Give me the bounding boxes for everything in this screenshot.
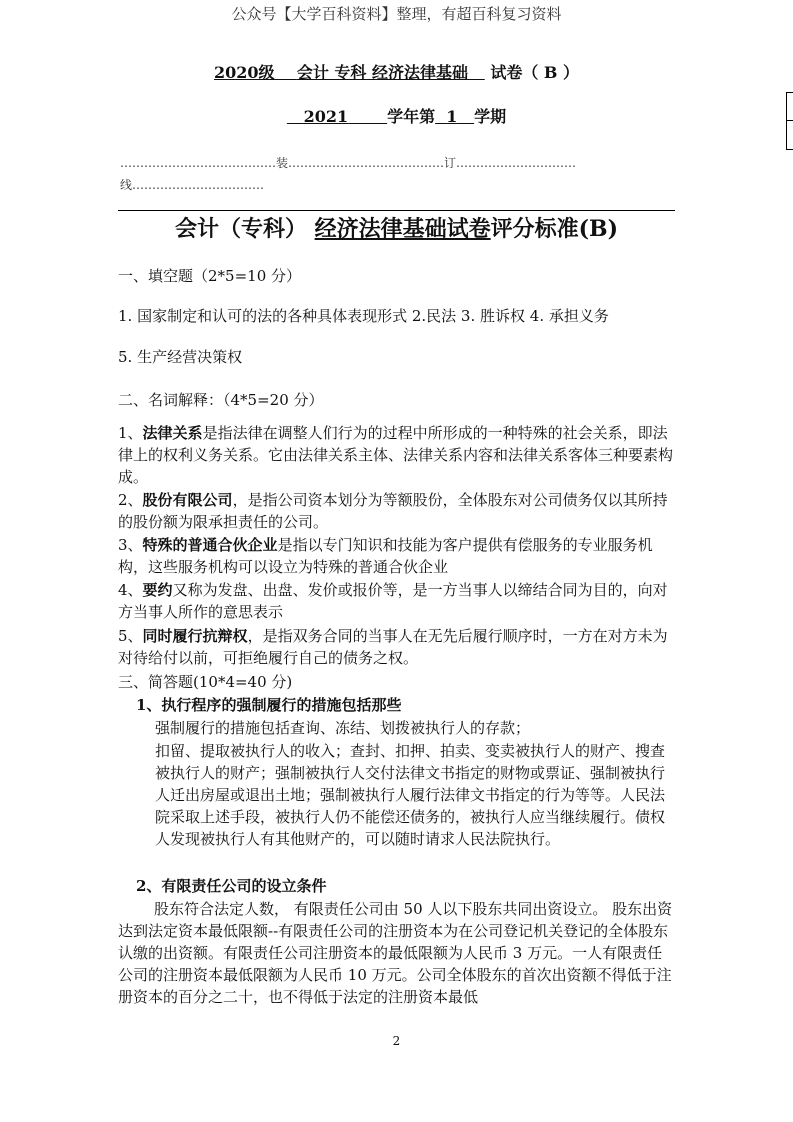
semester-text1: 学年第 <box>387 107 436 126</box>
side-margin-box <box>786 92 793 150</box>
exam-major: 会计 专科 <box>296 63 367 82</box>
section2-item-5: 5、同时履行抗辩权，是指双务合同的当事人在无先后履行顺序时，一方在对方未为对待给付以前，可拒绝履行自己的债务之权。 <box>118 627 668 667</box>
question2-answer: 股东符合法定人数， 有限责任公司由 50 人以下股东共同出资设立。 股东出资达到法定资本最低限额--有限责任公司的注册资本为在公司登记机关登记的全体股东认缴的出资额。有限责任公司注册资本的最低限额为人民币 3 万元。一人有限责任公司的注册资本最低限额为人民币 10 万元。公司全体股东的首次出资额不得低于注册资本的百分之二十，也不得低于法定的注册资本最低 <box>118 900 673 1006</box>
question2-title: 2、有限责任公司的设立条件 <box>136 877 327 895</box>
section2-heading: 二、名词解释：（4*5=20 分） <box>118 391 324 409</box>
section3-heading: 三、简答题(10*4=40 分) <box>118 673 293 691</box>
section2-item-1: 1、法律关系是指法律在调整人们行为的过程中所形成的一种特殊的社会关系，即法律上的权利义务关系。它由法律关系主体、法律关系内容和法律关系客体三种要素构成。 <box>118 424 674 486</box>
semester-year: 2021 <box>303 107 349 126</box>
main-title <box>0 212 793 243</box>
section1-answer-line2: 5. 生产经营决策权 <box>118 348 243 366</box>
exam-course: 经济法律基础 <box>372 63 469 82</box>
exam-title <box>0 60 793 83</box>
divider-rule <box>118 210 675 211</box>
question1-title: 1、执行程序的强制履行的措施包括那些 <box>136 696 402 714</box>
exam-title-year-level <box>214 63 485 82</box>
section2-item-2: 2、股份有限公司，是指公司资本划分为等额股份，全体股东对公司债务仅以其所持的股份额为限承担责任的公司。 <box>118 491 668 531</box>
term-legal-relation: 法律关系 <box>142 424 203 442</box>
section1-answer-line1: 1. 国家制定和认可的法的各种具体表现形式 2.民法 3. 胜诉权 4. 承担义务 <box>118 307 609 325</box>
main-title-course: 经济法律基础试卷 <box>314 216 491 242</box>
semester-line <box>0 104 793 127</box>
exam-level-suffix: 级 <box>258 63 275 82</box>
term-offer: 要约 <box>142 581 173 599</box>
question1-line1: 强制履行的措施包括查询、冻结、划拨被执行人的存款； <box>155 719 531 737</box>
main-title-part1: 会计（专科） <box>174 216 307 242</box>
section1-heading: 一、填空题（2*5=10 分） <box>118 267 302 285</box>
question1-answer: 扣留、提取被执行人的收入；查封、扣押、拍卖、变卖被执行人的财产、搜查被执行人的财产；强制被执行人交付法律文书指定的财物或票证、强制被执行人迁出房屋或退出土地；强制被执行人履行法律文书指定的行为等等。人民法院采取上述手段，被执行人仍不能偿还债务的，被执行人应当继续履行。债权人发现被执行人有其他财产的，可以随时请求人民法院执行。 <box>155 742 666 848</box>
semester-num: 1 <box>446 107 458 126</box>
binding-line-2: 线…………………………… <box>120 178 265 192</box>
page-number: 2 <box>392 1034 401 1048</box>
exam-paper: 试卷（ B ） <box>490 63 579 82</box>
term-special-partnership: 特殊的普通合伙企业 <box>142 536 278 554</box>
section2-item-4: 4、要约又称为发盘、出盘、发价或报价等，是一方当事人以缔结合同为目的，向对方当事人所作的意思表示 <box>118 581 668 621</box>
term-joint-stock-company: 股份有限公司 <box>142 491 233 509</box>
binding-line-1: …………………………………装…………………………………订………………………… <box>120 156 577 170</box>
exam-year: 2020 <box>214 63 259 82</box>
main-title-part3: 评分标准(B) <box>490 216 619 242</box>
term-simultaneous-defense: 同时履行抗辩权 <box>142 627 248 645</box>
semester-text2: 学期 <box>474 107 507 126</box>
header-note: 公众号【大学百科资料】整理，有超百科复习资料 <box>231 5 562 23</box>
section2-item-3: 3、特殊的普通合伙企业是指以专门知识和技能为客户提供有偿服务的专业服务机构，这些服务机构可以设立为特殊的普通合伙企业 <box>118 536 653 576</box>
